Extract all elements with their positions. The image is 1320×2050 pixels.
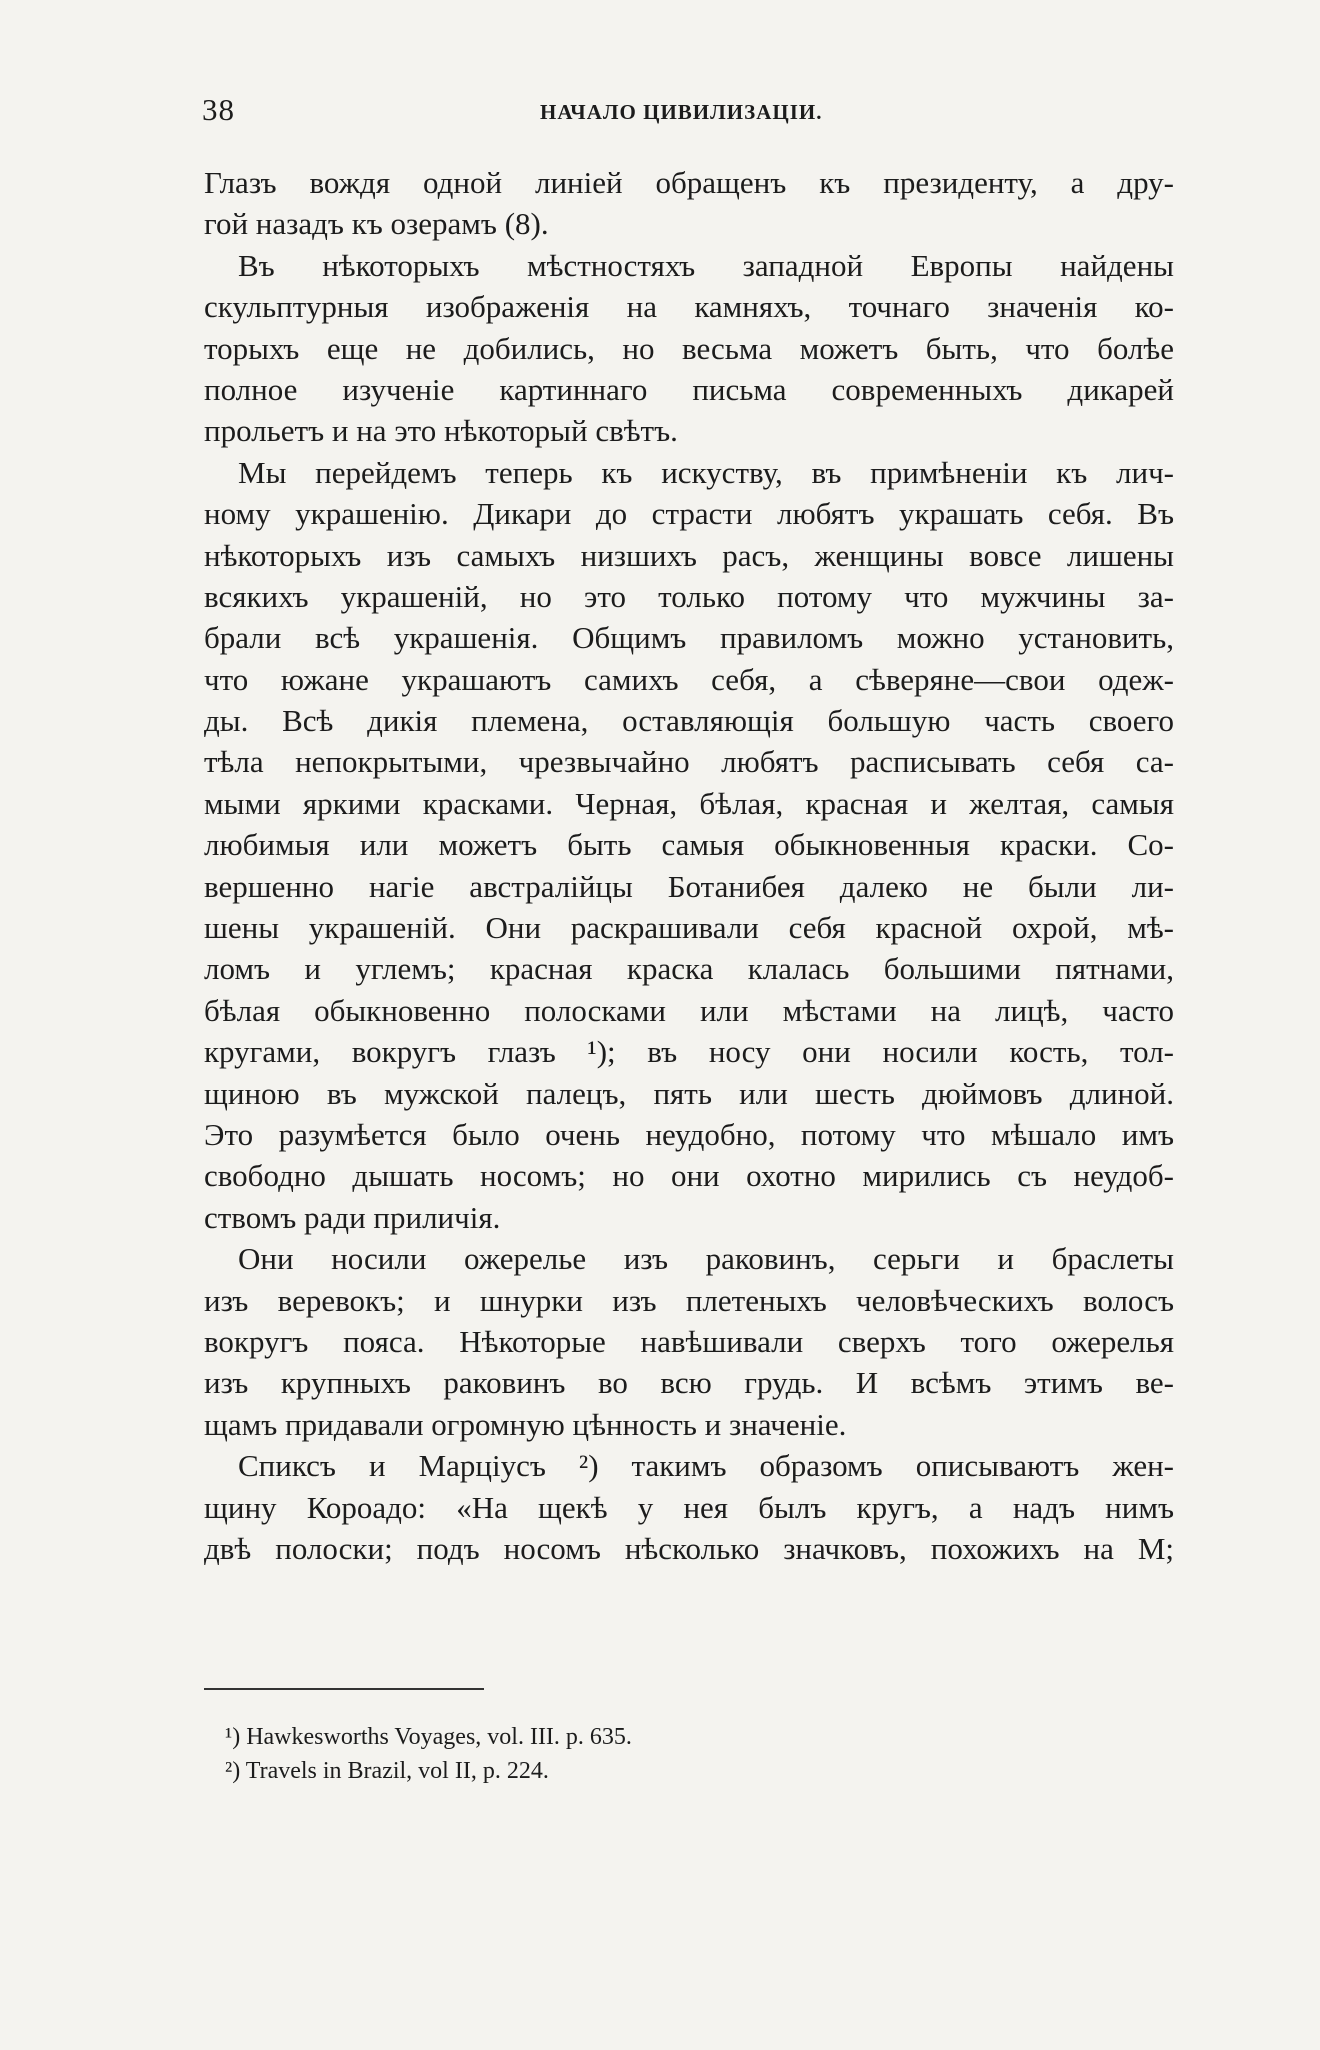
text-line: шены украшеній. Они раскрашивали себя красной охрой, мѣ-	[204, 910, 1174, 946]
text-line: любимыя или можетъ быть самыя обыкновенныя краски. Со-	[204, 827, 1174, 863]
text-line: ломъ и углемъ; красная краска клалась большими пятнами,	[204, 951, 1174, 987]
text-line: нѣкоторыхъ изъ самыхъ низшихъ расъ, женщины вовсе лишены	[204, 537, 1174, 573]
text-line: что южане украшаютъ самихъ себя, а сѣверяне—свои одеж-	[204, 661, 1174, 697]
text-line: мыми яркими красками. Черная, бѣлая, красная и желтая, самыя	[204, 785, 1174, 821]
text-line: вершенно нагіе австралійцы Ботанибея далеко не были ли-	[204, 868, 1174, 904]
footnote-1: ¹) Hawkesworths Voyages, vol. III. p. 635.	[225, 1724, 632, 1750]
page-number: 38	[202, 92, 235, 127]
text-line: щиною въ мужской палецъ, пять или шесть дюймовъ длиной.	[204, 1075, 1174, 1111]
text-line: полное изученіе картиннаго письма современныхъ дикарей	[204, 371, 1174, 407]
text-line: бѣлая обыкновенно полосками или мѣстами на лицѣ, часто	[204, 992, 1174, 1028]
text-line: брали всѣ украшенія. Общимъ правиломъ можно установить,	[204, 620, 1174, 656]
footnote-2: ²) Travels in Brazil, vol II, p. 224.	[225, 1758, 549, 1784]
text-line: щину Короадо: «На щекѣ у нея былъ кругъ, а надъ нимъ	[204, 1489, 1174, 1525]
text-line: Мы перейдемъ теперь къ искуству, въ примѣненіи къ лич-	[238, 454, 1174, 490]
text-line: двѣ полоски; подъ носомъ нѣсколько значковъ, похожихъ на М;	[204, 1530, 1174, 1566]
text-line: всякихъ украшеній, но это только потому что мужчины за-	[204, 578, 1174, 614]
text-line: свободно дышать носомъ; но они охотно мирились съ неудоб-	[204, 1158, 1174, 1194]
text-line: торыхъ еще не добились, но весьма можетъ быть, что болѣе	[204, 330, 1174, 366]
text-line: Въ нѣкоторыхъ мѣстностяхъ западной Европы найдены	[238, 247, 1174, 283]
text-line: Это разумѣется было очень неудобно, потому что мѣшало имъ	[204, 1116, 1174, 1152]
text-line: ному украшенію. Дикари до страсти любятъ украшать себя. Въ	[204, 496, 1174, 532]
text-line: изъ крупныхъ раковинъ во всю грудь. И всѣмъ этимъ ве-	[204, 1365, 1174, 1401]
text-line: Спиксъ и Марціусъ ²) такимъ образомъ описываютъ жен-	[238, 1448, 1174, 1484]
body-text	[204, 162, 1174, 1569]
text-line: ствомъ ради приличія.	[204, 1199, 501, 1235]
running-title: НАЧАЛО ЦИВИЛИЗАЦІИ.	[540, 100, 823, 124]
text-line: прольетъ и на это нѣкоторый свѣтъ.	[204, 413, 678, 449]
text-line: щамъ придавали огромную цѣнность и значеніе.	[204, 1406, 847, 1442]
text-line: Глазъ вождя одной линіей обращенъ къ президенту, а дру-	[204, 165, 1174, 200]
text-line: тѣла непокрытыми, чрезвычайно любятъ расписывать себя са-	[204, 744, 1174, 780]
text-line: Они носили ожерелье изъ раковинъ, серьги и браслеты	[238, 1241, 1174, 1277]
text-line: гой назадъ къ озерамъ (8).	[204, 206, 549, 242]
footnote-divider	[204, 1688, 484, 1690]
footnotes	[225, 1720, 632, 1788]
text-line: скульптурныя изображенія на камняхъ, точнаго значенія ко-	[204, 289, 1174, 325]
text-line: изъ веревокъ; и шнурки изъ плетеныхъ человѣческихъ волосъ	[204, 1282, 1174, 1318]
text-line: ды. Всѣ дикія племена, оставляющія большую часть своего	[204, 703, 1174, 739]
text-line: кругами, вокругъ глазъ ¹); въ носу они носили кость, тол-	[204, 1034, 1174, 1070]
text-line: вокругъ пояса. Нѣкоторые навѣшивали сверхъ того ожерелья	[204, 1323, 1174, 1359]
